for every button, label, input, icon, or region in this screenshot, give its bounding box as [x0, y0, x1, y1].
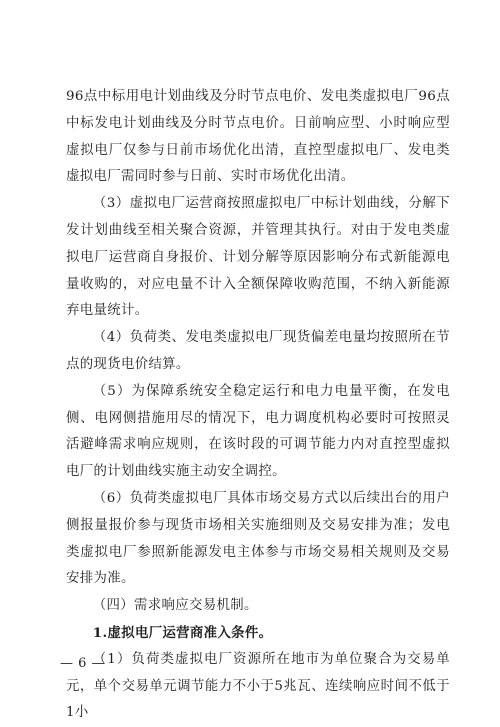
- paragraph-5: （6）负荷类虚拟电厂具体市场交易方式以后续出台的用户侧报量报价参与现货市场相关实施细则及交易安排为准；发电类虚拟电厂参照新能源发电主体参与市场交易相关规则及交易安排为准。: [66, 490, 450, 587]
- paragraph-1: 96点中标用电计划曲线及分时节点电价、发电类虚拟电厂96点中标发电计划曲线及分时节点电价。日前响应型、小时响应型虚拟电厂仅参与日前市场优化出清，直控型虚拟电厂、发电类虚拟电厂需同时参与日前、实时市场优化出清。: [66, 89, 450, 185]
- subheading-access-conditions: 1.虚拟电厂运营商准入条件。: [92, 624, 273, 641]
- paragraph-4: （5）为保障系统安全稳定运行和电力电量平衡，在发电侧、电网侧措施用尽的情况下，电力调度机构必要时可按照灵活避峰需求响应规则，在该时段的可调节能力内对直控型虚拟电厂的计划曲线实施主动安全调控。: [66, 383, 450, 480]
- paragraph-8: （1）负荷类虚拟电厂资源所在地市为单位聚合为交易单元，单个交易单元调节能力不小于5兆瓦、连续响应时间不低于1小: [66, 651, 450, 721]
- page-number: — 6 —: [60, 656, 106, 671]
- paragraph-2: （3）虚拟电厂运营商按照虚拟电厂中标计划曲线，分解下发计划曲线至相关聚合资源，并管理其执行。对由于发电类虚拟电厂运营商自身报价、计划分解等原因影响分布式新能源电量收购的，对应电量不计入全额保障收购范围，不纳入新能源弃电量统计。: [66, 196, 450, 319]
- paragraph-3: （4）负荷类、发电类虚拟电厂现货偏差电量均按照所在节点的现货电价结算。: [66, 330, 450, 372]
- document-body: [66, 84, 450, 727]
- section-heading-demand-response: （四）需求响应交易机制。: [92, 598, 258, 614]
